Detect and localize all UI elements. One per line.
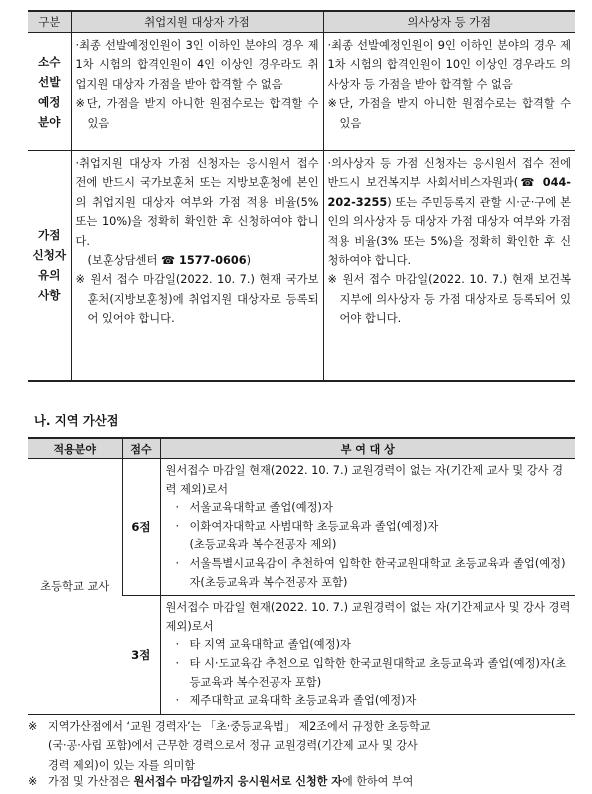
header-employment-support: 취업지원 대상자 가점 bbox=[71, 11, 323, 33]
header-field: 적용분야 bbox=[28, 438, 122, 459]
cell-note: ※단, 가점을 받지 아니한 원점수로는 합격할 수 있음 bbox=[75, 97, 319, 130]
cell-text: ·의사상자 등 가점 신청자는 응시원서 접수 전에 반드시 보건복지부 사회서비스자원과(☎ 044-202-3255) 또는 주민등록지 관할 시·군·구에 본인의 의사상자 등 대상자 가점 대상자 여부와 가점 적용 비율(3% 또는 5%)을 정확히 확인한 후 신청하여야 합니다. bbox=[327, 157, 571, 268]
bonus-points-table bbox=[28, 10, 575, 382]
list-item: · 서울특별시교육감이 추천하여 입학한 한국교원대학교 초등교육과 졸업(예정)자(초등교육과 복수전공자 포함) bbox=[175, 556, 566, 589]
emphasis-text: 원서접수 마감일까지 응시원서로 신청한 자 bbox=[133, 775, 342, 788]
section-heading: 나. 지역 가산점 bbox=[34, 414, 119, 428]
cell-note: ※ 원서 접수 마감일(2022. 10. 7.) 현재 국가보훈처(지방보훈청)에 취업지원 대상자로 등록되어 있어야 합니다. bbox=[75, 273, 319, 326]
cell-text: ·취업지원 대상자 가점 신청자는 응시원서 접수 전에 반드시 국가보훈처 또는 지방보훈청에 본인의 취업지원 대상자 여부와 가점 적용 비율(5% 또는 10%)을 정확히 확인한 후 신청하여야 합니다. bbox=[75, 157, 319, 248]
contact-line: (보훈상담센터 ☎ 1577-0606) bbox=[87, 254, 251, 268]
employment-support-notes-cell bbox=[71, 151, 323, 381]
contact-number: 044-202-3255 bbox=[327, 176, 571, 209]
contact-number: 1577-0606 bbox=[175, 254, 247, 268]
table-row bbox=[28, 151, 575, 381]
regional-bonus-table bbox=[28, 437, 575, 715]
list-item: · 제주대학교 교육대학 초등교육과 졸업(예정)자 bbox=[175, 694, 417, 708]
cell-note: ※단, 가점을 받지 아니한 원점수로는 합격할 수 있음 bbox=[327, 97, 571, 130]
table-row bbox=[28, 33, 575, 151]
list-item-sub: (초등교육과 복수전공자 제외) bbox=[189, 538, 337, 552]
header-points: 점수 bbox=[122, 438, 160, 459]
note-mark: ※ bbox=[28, 720, 38, 733]
note-mark: ※ bbox=[28, 775, 38, 788]
target-cell bbox=[160, 596, 575, 715]
list-item: · 타 시·도교육감 추천으로 입학한 한국교원대학교 초등교육과 졸업(예정)자(초등교육과 복수전공자 포함) bbox=[175, 656, 567, 689]
header-category: 구분 bbox=[28, 11, 71, 33]
injured-persons-notes-cell bbox=[323, 151, 575, 381]
list-item: · 이화여자대학교 사범대학 초등교육과 졸업(예정)자 bbox=[175, 519, 439, 533]
cell-text: ·최종 선발예정인원이 9인 이하인 분야의 경우 제1차 시험의 합격인원이 10인 이상인 경우라도 의사상자 등 가점을 받아 합격할 수 없음 bbox=[327, 39, 571, 91]
row-category-small-selection: 소수 선발 예정 분야 bbox=[28, 33, 71, 151]
employment-support-cell bbox=[71, 33, 323, 151]
table-header-row bbox=[28, 11, 575, 33]
points-cell: 3점 bbox=[122, 596, 160, 715]
table-row bbox=[28, 459, 575, 596]
cell-text: ·최종 선발예정인원이 3인 이하인 분야의 경우 제1차 시험의 합격인원이 4인 이상인 경우라도 취업지원 대상자 가점을 받아 합격할 수 없음 bbox=[75, 39, 319, 91]
target-lead: 원서접수 마감일 현재(2022. 10. 7.) 교원경력이 없는 자(기간제교사 및 강사 경력 제외)로서 bbox=[165, 601, 571, 633]
header-injured-persons: 의사상자 등 가점 bbox=[323, 11, 575, 33]
phone-icon: ☎ bbox=[160, 254, 176, 268]
list-item: · 서울교육대학교 졸업(예정)자 bbox=[175, 501, 333, 515]
table-header-row bbox=[28, 438, 575, 459]
points-cell: 6점 bbox=[122, 459, 160, 596]
phone-icon: ☎ bbox=[518, 176, 537, 190]
target-lead: 원서접수 마감일 현재(2022. 10. 7.) 교원경력이 없는 자(기간제 교사 및 강사 경력 제외)로서 bbox=[165, 464, 564, 496]
injured-persons-cell bbox=[323, 33, 575, 151]
field-cell: 초등학교 교사 bbox=[40, 580, 110, 594]
target-cell bbox=[160, 459, 575, 596]
header-target: 부 여 대 상 bbox=[160, 438, 575, 459]
footnote-teacher-experience: ※ 지역가산점에서 ‘교원 경력자’는 「초·중등교육법」 제2조에서 규정한 초등학교 (국·공·사립 포함)에서 근무한 경력으로서 정규 교원경력(기간제 교사 및 강사 경력 제외)이 있는 자를 의미함 bbox=[28, 717, 576, 775]
list-item: · 타 지역 교육대학교 졸업(예정)자 bbox=[175, 638, 351, 652]
row-category-applicant-notes: 가점 신청자 유의 사항 bbox=[28, 151, 71, 381]
cell-note: ※ 원서 접수 마감일(2022. 10. 7.) 현재 보건복지부에 의사상자 등 가점 대상자로 등록되어 있어야 합니다. bbox=[327, 273, 571, 326]
footnote-application-deadline: ※ 가점 및 가산점은 원서접수 마감일까지 응시원서로 신청한 자에 한하여 부여 bbox=[28, 772, 576, 791]
